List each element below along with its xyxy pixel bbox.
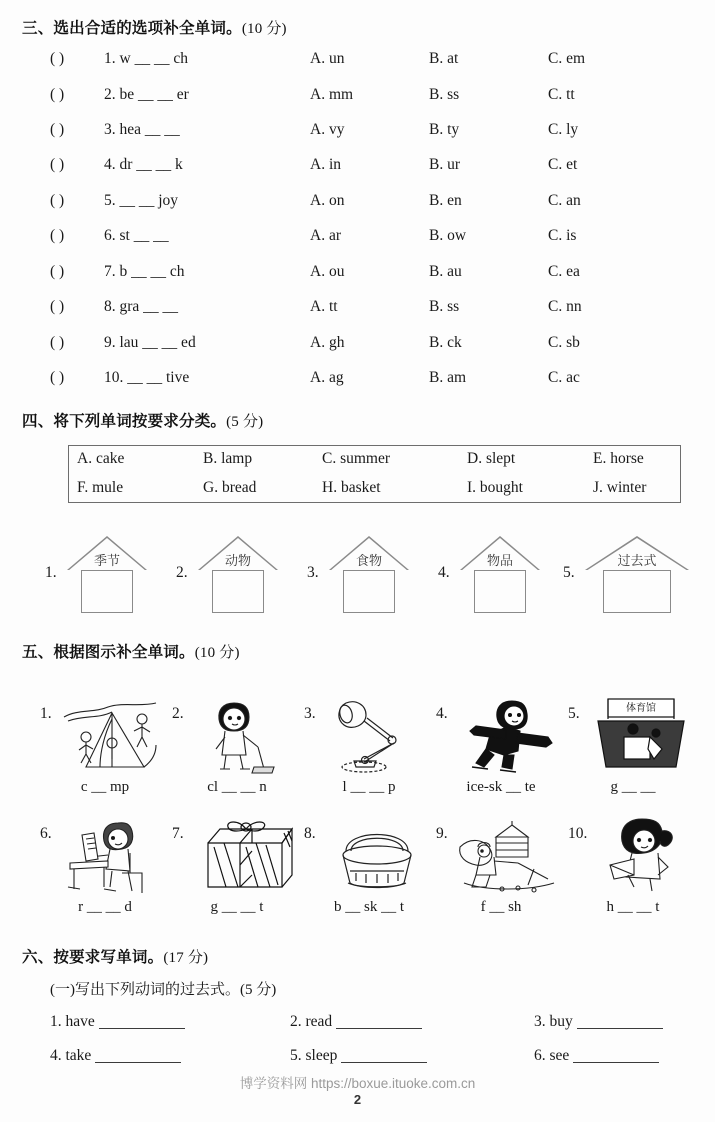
answer-parenthesis-blank[interactable]: ( ) <box>50 86 65 103</box>
question-stem: 9. lau __ __ ed <box>104 334 196 351</box>
word-bank-item: C. summer <box>322 450 391 467</box>
house-number: 2. <box>176 564 188 581</box>
house-shape <box>460 536 540 614</box>
option-b[interactable]: B. ss <box>429 86 460 103</box>
multiple-choice-row <box>0 156 715 186</box>
multiple-choice-row <box>0 227 715 257</box>
picture-number: 7. <box>172 825 184 842</box>
picture-number: 2. <box>172 705 184 722</box>
section-six-title: 六、按要求写单词。 <box>22 949 164 966</box>
picture-number: 10. <box>568 825 588 842</box>
past-tense-verb-item <box>50 1013 185 1031</box>
past-tense-verb-item <box>290 1047 427 1065</box>
question-stem: 1. w __ __ ch <box>104 50 188 67</box>
house-answer-box[interactable] <box>212 570 264 613</box>
verb-number: 6. <box>534 1047 546 1064</box>
house-shape <box>585 536 689 614</box>
multiple-choice-row <box>0 121 715 151</box>
house-answer-box[interactable] <box>343 570 395 613</box>
girl-cleaning-icon <box>192 697 298 775</box>
question-stem: 2. be __ __ er <box>104 86 189 103</box>
option-c[interactable]: C. an <box>548 192 581 209</box>
option-b[interactable]: B. au <box>429 263 462 280</box>
category-house[interactable] <box>438 536 542 616</box>
question-stem: 6. st __ __ <box>104 227 169 244</box>
house-shape <box>329 536 409 614</box>
multiple-choice-row <box>0 298 715 328</box>
picture-number: 5. <box>568 705 580 722</box>
verb-word: have <box>65 1013 95 1030</box>
verb-number: 5. <box>290 1047 302 1064</box>
option-a[interactable]: A. gh <box>310 334 345 351</box>
word-bank-item: H. basket <box>322 479 381 496</box>
option-b[interactable]: B. at <box>429 50 459 67</box>
option-b[interactable]: B. en <box>429 192 462 209</box>
picture-word-blank[interactable]: h __ __ t <box>606 899 660 915</box>
answer-parenthesis-blank[interactable]: ( ) <box>50 121 65 138</box>
picture-word-blank[interactable]: c __ mp <box>80 779 130 795</box>
house-shape <box>67 536 147 614</box>
girl-hat-icon <box>588 817 694 895</box>
picture-number: 9. <box>436 825 448 842</box>
option-b[interactable]: B. ow <box>429 227 467 244</box>
verb-word: take <box>65 1047 92 1064</box>
picture-word-item <box>304 697 434 812</box>
section-five-heading <box>22 640 240 662</box>
verb-word: read <box>305 1013 333 1030</box>
section-three-title: 三、选出合适的选项补全单词。 <box>22 20 242 37</box>
option-b[interactable]: B. ss <box>429 298 460 315</box>
verb-answer-blank[interactable] <box>99 1016 185 1029</box>
picture-word-item <box>172 697 302 812</box>
section-six-points: (17 分) <box>163 950 209 966</box>
word-bank-item: E. horse <box>593 450 644 467</box>
option-a[interactable]: A. vy <box>310 121 345 138</box>
word-bank-item: G. bread <box>203 479 257 496</box>
option-a[interactable]: A. in <box>310 156 341 173</box>
picture-number: 3. <box>304 705 316 722</box>
answer-parenthesis-blank[interactable]: ( ) <box>50 298 65 315</box>
picture-word-item <box>568 697 698 812</box>
option-a[interactable]: A. ar <box>310 227 341 244</box>
past-tense-verb-item <box>50 1047 181 1065</box>
multiple-choice-row <box>0 192 715 222</box>
question-stem: 5. __ __ joy <box>104 192 179 209</box>
verb-word: buy <box>549 1013 573 1030</box>
picture-number: 6. <box>40 825 52 842</box>
word-bank-item: J. winter <box>593 479 647 496</box>
picture-number: 4. <box>436 705 448 722</box>
verb-answer-blank[interactable] <box>577 1016 663 1029</box>
question-stem: 4. dr __ __ k <box>104 156 183 173</box>
picture-word-item <box>172 817 302 932</box>
answer-parenthesis-blank[interactable]: ( ) <box>50 192 65 209</box>
verb-answer-blank[interactable] <box>95 1050 181 1063</box>
picture-word-item <box>568 817 698 932</box>
picture-word-item <box>40 697 170 812</box>
gym-sign-label: 体育馆 <box>626 703 656 714</box>
verb-answer-blank[interactable] <box>573 1050 659 1063</box>
word-bank-item: D. slept <box>467 450 516 467</box>
section-four-points: (5 分) <box>226 414 264 430</box>
section-three-heading <box>22 16 287 38</box>
section-four-heading <box>22 409 263 431</box>
option-a[interactable]: A. un <box>310 50 345 67</box>
option-c[interactable]: C. tt <box>548 86 575 103</box>
part-one-title: (一)写出下列动词的过去式。 <box>50 982 240 998</box>
section-five-title: 五、根据图示补全单词。 <box>22 644 195 661</box>
boy-fishing-icon <box>456 817 562 895</box>
picture-word-blank[interactable]: ice-sk __ te <box>466 779 536 795</box>
picture-word-item <box>436 817 566 932</box>
option-c[interactable]: C. is <box>548 227 577 244</box>
multiple-choice-row <box>0 86 715 116</box>
picture-word-blank[interactable]: cl __ __ n <box>207 779 267 795</box>
picture-number: 1. <box>40 705 52 722</box>
picture-word-blank[interactable]: l __ __ p <box>342 779 396 795</box>
verb-word: see <box>549 1047 570 1064</box>
house-answer-box[interactable] <box>603 570 671 613</box>
past-tense-verb-item <box>534 1047 659 1065</box>
word-bank-item: F. mule <box>77 479 124 496</box>
page-number: 2 <box>353 1092 362 1107</box>
word-bank-row <box>69 446 680 475</box>
word-bank-row <box>69 475 680 504</box>
house-answer-box[interactable] <box>474 570 526 613</box>
answer-parenthesis-blank[interactable]: ( ) <box>50 263 65 280</box>
picture-word-item <box>436 697 566 812</box>
question-stem: 3. hea __ __ <box>104 121 180 138</box>
option-b[interactable]: B. ur <box>429 156 460 173</box>
verb-answer-blank[interactable] <box>341 1050 427 1063</box>
answer-parenthesis-blank[interactable]: ( ) <box>50 227 65 244</box>
option-b[interactable]: B. ty <box>429 121 460 138</box>
site-watermark: 博学资料网 https://boxue.ituoke.com.cn <box>239 1076 476 1091</box>
picture-word-blank[interactable]: f __ sh <box>480 899 522 915</box>
section-six-heading <box>22 945 208 967</box>
basket-icon <box>324 817 430 895</box>
word-bank-item: B. lamp <box>203 450 253 467</box>
picture-word-blank[interactable]: r __ __ d <box>78 899 132 915</box>
house-category-label: 过去式 <box>617 553 657 568</box>
house-category-label: 食物 <box>355 553 382 568</box>
answer-parenthesis-blank[interactable]: ( ) <box>50 50 65 67</box>
section-three-points: (10 分) <box>241 21 287 37</box>
option-c[interactable]: C. ac <box>548 369 580 386</box>
word-bank-box <box>68 445 681 503</box>
house-category-label: 动物 <box>224 553 251 568</box>
house-shape <box>198 536 278 614</box>
option-a[interactable]: A. on <box>310 192 345 209</box>
question-stem: 8. gra __ __ <box>104 298 179 315</box>
word-bank-item: I. bought <box>467 479 523 496</box>
desk-lamp-icon <box>324 697 430 775</box>
past-tense-verb-item <box>534 1013 663 1031</box>
option-a[interactable]: A. ou <box>310 263 345 280</box>
option-c[interactable]: C. ly <box>548 121 579 138</box>
house-number: 3. <box>307 564 319 581</box>
picture-word-blank[interactable]: b __ sk __ t <box>333 899 404 915</box>
option-b[interactable]: B. ck <box>429 334 462 351</box>
picture-word-blank[interactable]: g __ __ t <box>210 899 264 915</box>
option-a[interactable]: A. mm <box>310 86 354 103</box>
category-house[interactable] <box>563 536 691 616</box>
house-category-label: 季节 <box>93 553 120 568</box>
word-bank-item: A. cake <box>77 450 125 467</box>
answer-parenthesis-blank[interactable]: ( ) <box>50 156 65 173</box>
section-five-points: (10 分) <box>194 645 240 661</box>
option-c[interactable]: C. nn <box>548 298 582 315</box>
part-one-points: (5 分) <box>240 982 277 998</box>
gift-box-icon <box>192 817 298 895</box>
category-house[interactable] <box>45 536 149 616</box>
option-c[interactable]: C. sb <box>548 334 580 351</box>
multiple-choice-row <box>0 369 715 399</box>
option-c[interactable]: C. em <box>548 50 586 67</box>
answer-parenthesis-blank[interactable]: ( ) <box>50 369 65 386</box>
multiple-choice-row <box>0 263 715 293</box>
option-a[interactable]: A. ag <box>310 369 344 386</box>
house-number: 4. <box>438 564 450 581</box>
verb-word: sleep <box>305 1047 338 1064</box>
past-tense-verb-item <box>290 1013 422 1031</box>
verb-answer-blank[interactable] <box>336 1016 422 1029</box>
house-number: 1. <box>45 564 57 581</box>
verb-number: 2. <box>290 1013 302 1030</box>
picture-word-item <box>40 817 170 932</box>
option-c[interactable]: C. ea <box>548 263 580 280</box>
picture-word-blank[interactable]: g __ __ <box>610 779 656 795</box>
question-stem: 10. __ __ tive <box>104 369 190 386</box>
boy-reading-icon <box>60 817 166 895</box>
house-number: 5. <box>563 564 575 581</box>
question-stem: 7. b __ __ ch <box>104 263 185 280</box>
picture-number: 8. <box>304 825 316 842</box>
option-c[interactable]: C. et <box>548 156 578 173</box>
verb-number: 1. <box>50 1013 62 1030</box>
section-four-title: 四、将下列单词按要求分类。 <box>22 413 227 430</box>
answer-parenthesis-blank[interactable]: ( ) <box>50 334 65 351</box>
category-house[interactable] <box>176 536 280 616</box>
section-six-part-one-heading <box>50 978 276 999</box>
verb-number: 3. <box>534 1013 546 1030</box>
multiple-choice-row <box>0 334 715 364</box>
house-answer-box[interactable] <box>81 570 133 613</box>
verb-number: 4. <box>50 1047 62 1064</box>
tent-camping-icon <box>60 697 166 775</box>
option-a[interactable]: A. tt <box>310 298 338 315</box>
option-b[interactable]: B. am <box>429 369 467 386</box>
category-house[interactable] <box>307 536 411 616</box>
house-category-label: 物品 <box>486 553 513 568</box>
picture-word-item <box>304 817 434 932</box>
multiple-choice-row <box>0 50 715 80</box>
ice-skater-icon <box>456 697 562 775</box>
